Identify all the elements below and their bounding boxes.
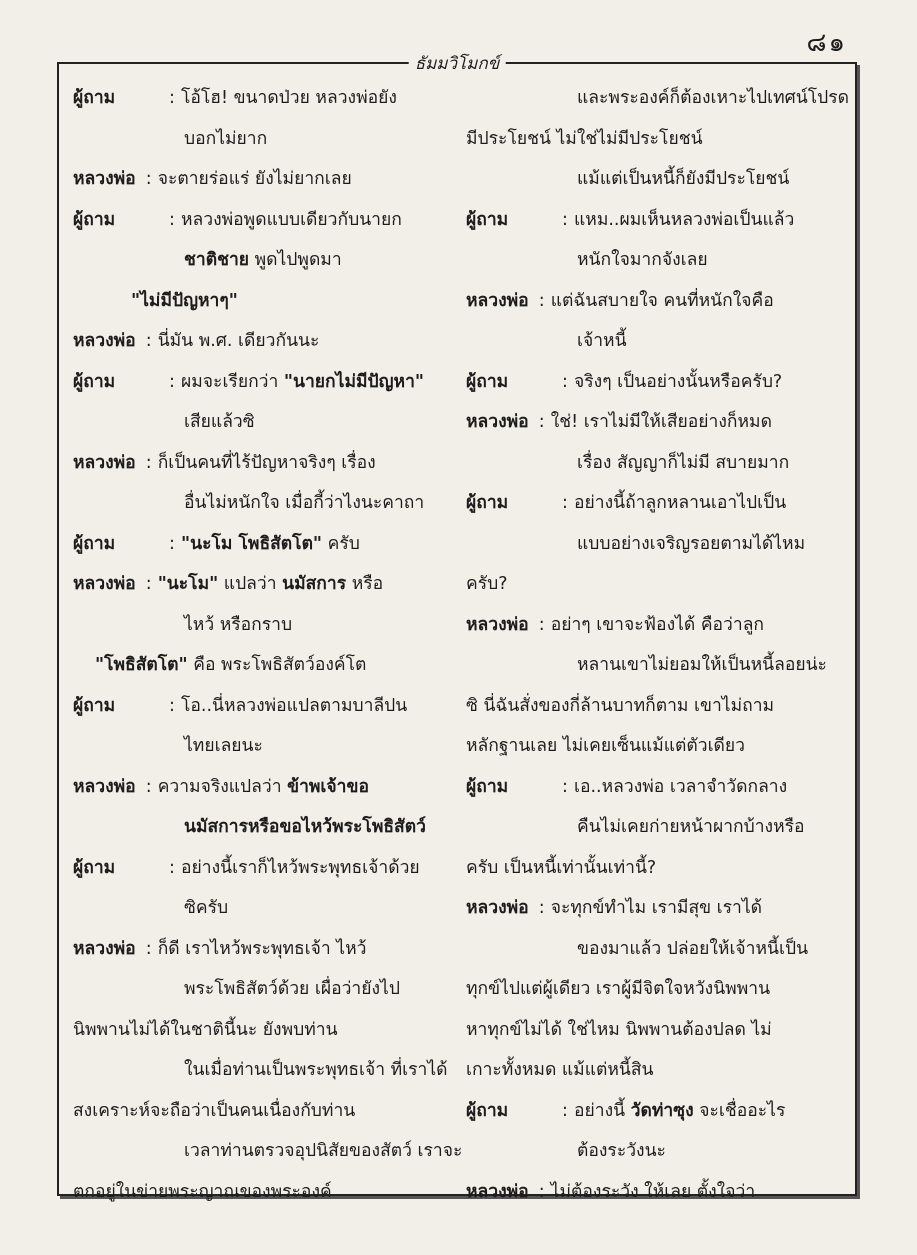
speaker-label: หลวงพ่อ: [73, 331, 136, 351]
text-line: [73, 1010, 443, 1051]
text-line: [466, 1050, 836, 1091]
body-text: คือ พระโพธิสัตว์องค์โต: [187, 655, 367, 675]
text-line: [466, 443, 836, 484]
colon: :: [145, 776, 152, 797]
body-text: เกาะทั้งหมด แม้แต่หนี้สิน: [466, 1060, 654, 1080]
colon: :: [169, 88, 175, 108]
text-line: [73, 686, 443, 727]
text-line: [73, 402, 443, 443]
colon: :: [145, 938, 152, 959]
body-text: เสียแล้วซิ: [184, 412, 255, 432]
text-line: [466, 929, 836, 970]
body-text: เวลาท่านตรวจอุปนิสัยของสัตว์ เราจะ: [184, 1141, 463, 1161]
body-text: และพระองค์ก็ต้องเหาะไปเทศน์โปรด: [577, 88, 850, 108]
body-text: ซิ นี่ฉันสั่งของกี่ล้านบาทก็ตาม เขาไม่ถาม: [466, 695, 775, 716]
bold-text: ชาติชาย: [184, 250, 250, 270]
body-text: หาทุกข์ไม่ได้ ใช่ไหม นิพพานต้องปลด ไม่: [466, 1019, 772, 1040]
bold-text: "โพธิสัตโต": [95, 655, 188, 675]
body-text: อย่าๆ เขาจะฟ้องได้ คือว่าลูก: [550, 614, 765, 635]
body-text: ตกอยู่ในข่ายพระญาณของพระองค์: [73, 1181, 332, 1202]
speaker-label: ผู้ถาม: [466, 371, 509, 392]
bold-text: นมัสการ: [282, 574, 347, 594]
body-text: บอกไม่ยาก: [184, 128, 268, 149]
body-text: ก็เป็นคนที่ไร้ปัญหาจริงๆ เรื่อง: [157, 452, 376, 473]
body-text: จะเชื่ออะไร: [693, 1100, 786, 1121]
colon: :: [538, 898, 545, 918]
text-line: [466, 362, 836, 403]
body-text: คืนไม่เคยก่ายหน้าผากบ้างหรือ: [577, 817, 805, 837]
colon: :: [538, 290, 545, 311]
body-text: ก็ดี เราไหว้พระพุทธเจ้า ไหว้: [157, 938, 367, 959]
text-line: [73, 78, 443, 119]
speaker-label: หลวงพ่อ: [73, 938, 136, 959]
text-line: [73, 645, 443, 686]
body-text: ต้องระวังนะ: [577, 1141, 666, 1161]
body-text: หลานเขาไม่ยอมให้เป็นหนี้ลอยน่ะ: [577, 655, 827, 675]
body-text: แบบอย่างเจริญรอยตามได้ไหม: [577, 533, 806, 554]
body-text: โอ้โฮ! ขนาดป่วย หลวงพ่อยัง: [181, 88, 397, 108]
text-line: [466, 321, 836, 362]
colon: :: [169, 695, 175, 716]
text-line: [73, 200, 443, 241]
colon: :: [169, 857, 175, 878]
text-line: [73, 281, 443, 322]
colon: :: [538, 614, 545, 635]
text-line: [73, 1172, 443, 1213]
text-line: [466, 767, 836, 808]
body-text: นิพพานไม่ได้ในชาตินี้นะ ยังพบท่าน: [73, 1019, 338, 1040]
body-text: อย่างนี้เราก็ไหว้พระพุทธเจ้าด้วย: [181, 857, 420, 878]
speaker-label: หลวงพ่อ: [466, 1181, 529, 1202]
body-text: แหม..ผมเห็นหลวงพ่อเป็นแล้ว: [574, 209, 795, 230]
colon: :: [169, 533, 175, 554]
body-text: อย่างนี้: [574, 1100, 631, 1121]
text-line: [73, 767, 443, 808]
text-line: [466, 524, 836, 565]
speaker-label: ผู้ถาม: [73, 209, 116, 230]
speaker-label: ผู้ถาม: [73, 88, 116, 108]
speaker-label: ผู้ถาม: [466, 776, 509, 797]
colon: :: [145, 169, 152, 189]
text-line: [73, 807, 443, 848]
speaker-label: หลวงพ่อ: [466, 290, 529, 311]
bold-text: ข้าพเจ้าขอ: [287, 776, 369, 797]
body-text: ครับ เป็นหนี้เท่านั้นเท่านี้?: [466, 857, 657, 878]
colon: :: [145, 452, 152, 473]
body-text: ใช่! เราไม่มีให้เสียอย่างก็หมด: [550, 412, 772, 432]
body-text: หลักฐานเลย ไม่เคยเซ็นแม้แต่ตัวเดียว: [466, 736, 746, 756]
speaker-label: หลวงพ่อ: [73, 776, 136, 797]
colon: :: [562, 493, 568, 513]
text-line: [466, 119, 836, 160]
bold-text: "นะโม โพธิสัตโต": [181, 533, 323, 554]
colon: :: [538, 412, 545, 432]
page-number: ๘๑: [806, 28, 847, 58]
speaker-label: หลวงพ่อ: [73, 452, 136, 473]
text-line: [73, 929, 443, 970]
speaker-label: ผู้ถาม: [73, 857, 116, 878]
text-line: [466, 281, 836, 322]
text-line: [466, 78, 850, 119]
text-line: [466, 483, 836, 524]
text-line: [73, 1050, 448, 1091]
speaker-label: ผู้ถาม: [466, 493, 509, 513]
text-line: [73, 605, 443, 646]
body-text: จะทุกข์ทำไม เรามีสุข เราได้: [550, 898, 763, 918]
body-text: มีประโยชน์ ไม่ใช่ไม่มีประโยชน์: [466, 128, 703, 149]
colon: :: [562, 1100, 568, 1121]
speaker-label: ผู้ถาม: [466, 209, 509, 230]
text-line: [73, 969, 443, 1010]
text-line: [466, 848, 836, 889]
text-line: [73, 1091, 443, 1132]
bold-text: วัดท่าซุง: [630, 1100, 694, 1121]
colon: :: [562, 209, 568, 230]
text-line: [466, 726, 836, 767]
body-text: พูดไปพูดมา: [249, 250, 342, 270]
body-text: สงเคราะห์จะถือว่าเป็นคนเนื่องกับท่าน: [73, 1100, 356, 1121]
body-text: พระโพธิสัตว์ด้วย เผื่อว่ายังไป: [184, 979, 400, 999]
body-text: ของมาแล้ว ปล่อยให้เจ้าหนี้เป็น: [577, 938, 809, 959]
text-line: [73, 848, 443, 889]
body-text: ครับ: [322, 533, 360, 554]
body-text: ความจริงแปลว่า: [157, 776, 288, 797]
speaker-label: ผู้ถาม: [73, 695, 116, 716]
text-line: [466, 564, 836, 605]
bold-text: "ไม่มีปัญหาๆ": [131, 290, 238, 311]
text-line: [73, 119, 443, 160]
body-text: ทุกข์ไปแต่ผู้เดียว เราผู้มีจิตใจหวังนิพพาน: [466, 979, 771, 999]
body-text: เรื่อง สัญญาก็ไม่มี สบายมาก: [577, 452, 790, 473]
body-text: จะตายร่อแร่ ยังไม่ยากเลย: [157, 169, 352, 189]
bold-text: "นายกไม่มีปัญหา": [283, 371, 425, 392]
body-text: ไม่ต้องระวัง ให้เลย ตั้งใจว่า: [550, 1181, 756, 1202]
body-text: เจ้าหนี้: [577, 331, 627, 351]
body-text: ผมจะเรียกว่า: [181, 371, 284, 392]
colon: :: [145, 331, 152, 351]
text-line: [73, 524, 443, 565]
speaker-label: หลวงพ่อ: [73, 169, 136, 189]
text-line: [466, 1091, 836, 1132]
text-line: [466, 1010, 836, 1051]
speaker-label: ผู้ถาม: [73, 533, 116, 554]
speaker-label: ผู้ถาม: [73, 371, 116, 392]
colon: :: [169, 209, 175, 230]
body-text: อื่นไม่หนักใจ เมื่อกี้ว่าไงนะคาถา: [184, 493, 425, 513]
colon: :: [562, 776, 568, 797]
bold-text: "นะโม": [157, 574, 219, 594]
text-line: [73, 240, 443, 281]
text-line: [466, 807, 836, 848]
body-text: เอ..หลวงพ่อ เวลาจำวัดกลาง: [574, 776, 788, 797]
body-text: แต่ฉันสบายใจ คนที่หนักใจคือ: [550, 290, 774, 311]
text-line: [466, 645, 836, 686]
text-line: [466, 1172, 836, 1213]
body-text: ไทยเลยนะ: [184, 736, 263, 756]
speaker-label: หลวงพ่อ: [466, 412, 529, 432]
running-header: ธัมมวิโมกข์: [409, 50, 506, 77]
body-text: หลวงพ่อพูดแบบเดียวกับนายก: [181, 209, 402, 230]
text-line: [73, 1131, 463, 1172]
speaker-label: ผู้ถาม: [466, 1100, 509, 1121]
colon: :: [562, 371, 568, 392]
text-line: [73, 362, 443, 403]
page-frame: [57, 54, 857, 1202]
body-text: ครับ?: [466, 574, 508, 594]
speaker-label: หลวงพ่อ: [73, 574, 136, 594]
body-text: หรือ: [346, 574, 384, 594]
colon: :: [145, 574, 152, 594]
speaker-label: หลวงพ่อ: [466, 898, 529, 918]
body-text: นี่มัน พ.ศ. เดียวกันนะ: [157, 331, 320, 351]
text-line: [73, 159, 443, 200]
body-text: ซิครับ: [184, 898, 229, 918]
body-text: แม้แต่เป็นหนี้ก็ยังมีประโยชน์: [577, 169, 790, 189]
body-text: หนักใจมากจังเลย: [577, 250, 708, 270]
text-line: [73, 483, 443, 524]
body-text: แปลว่า: [218, 574, 283, 594]
text-line: [73, 726, 443, 767]
text-line: [466, 402, 836, 443]
left-column: [73, 78, 463, 1212]
text-line: [466, 240, 836, 281]
colon: :: [538, 1181, 545, 1202]
body-text: ไหว้ หรือกราบ: [184, 614, 293, 635]
body-text: ในเมื่อท่านเป็นพระพุทธเจ้า ที่เราได้: [184, 1060, 448, 1080]
text-line: [466, 969, 836, 1010]
speaker-label: หลวงพ่อ: [466, 614, 529, 635]
bold-text: นมัสการหรือขอไหว้พระโพธิสัตว์: [184, 817, 426, 837]
text-line: [73, 321, 443, 362]
body-text: จริงๆ เป็นอย่างนั้นหรือครับ?: [574, 371, 783, 392]
text-line: [466, 605, 836, 646]
right-column: [466, 78, 850, 1212]
text-line: [466, 159, 836, 200]
body-text: โอ..นี่หลวงพ่อแปลตามบาลีปน: [181, 695, 408, 716]
text-line: [466, 200, 836, 241]
text-line: [466, 686, 836, 727]
text-line: [73, 564, 443, 605]
body-text: อย่างนี้ถ้าลูกหลานเอาไปเป็น: [574, 493, 787, 513]
text-line: [73, 443, 443, 484]
colon: :: [169, 371, 175, 392]
text-line: [466, 1131, 836, 1172]
text-line: [466, 888, 836, 929]
text-line: [73, 888, 443, 929]
